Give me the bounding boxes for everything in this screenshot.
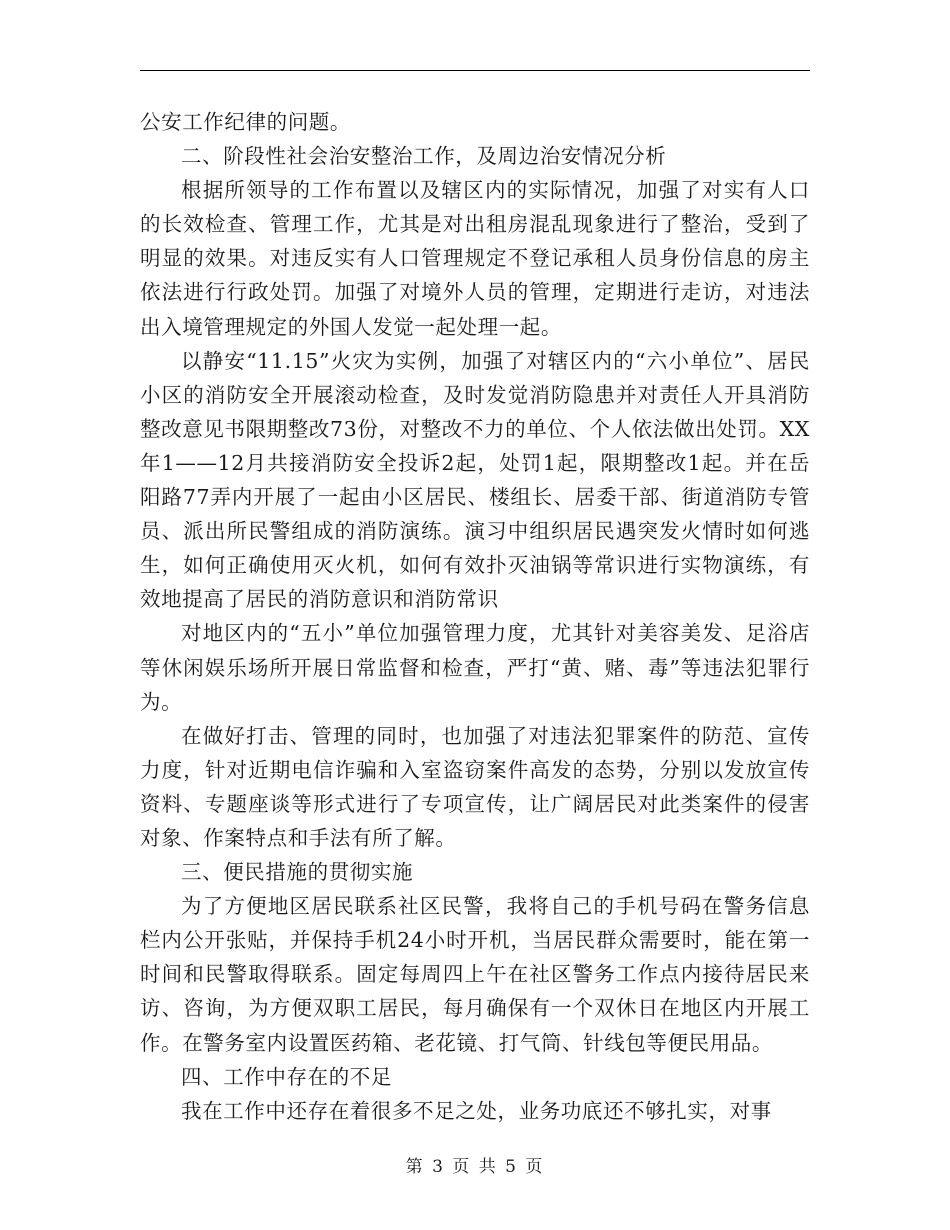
paragraph-fire-safety: 以静安“11.15”火灾为实例，加强了对辖区内的“六小单位”、居民小区的消防安全开展滚动检查，及时发觉消防隐患并对责任人开具消防整改意见书限期整改73份，对整改不力的单位、个人依法做出处罚。XX年1——12月共接消防安全投诉2起，处罚1起，限期整改1起。并在岳阳路77弄内开展了一起由小区居民、楼组长、居委干部、街道消防专管员、派出所民警组成的消防演练。演习中组织居民遇突发火情时如何逃生，如何正确使用灭火机，如何有效扑灭油锅等常识进行实物演练，有效地提高了居民的消防意识和消防常识	[140, 348, 810, 612]
section-heading-2: 二、阶段性社会治安整治工作，及周边治安情况分析	[181, 144, 667, 169]
paragraph-continuation: 公安工作纪律的问题。	[140, 110, 351, 134]
document-body	[140, 105, 810, 1128]
paragraph-five-small-units: 对地区内的“五小”单位加强管理力度，尤其针对美容美发、足浴店等休闲娱乐场所开展日常监督和检查，严打“黄、赌、毒”等违法犯罪行为。	[140, 621, 810, 714]
section-heading-4: 四、工作中存在的不足	[181, 1064, 392, 1089]
section-heading-3: 三、便民措施的贯彻实施	[181, 860, 414, 885]
page-number: 第 3 页 共 5 页	[405, 1157, 545, 1177]
paragraph-convenience-measures: 为了方便地区居民联系社区民警，我将自己的手机号码在警务信息栏内公开张贴，并保持手机24小时开机，当居民群众需要时，能在第一时间和民警取得联系。固定每周四上午在社区警务工作点内接待居民来访、咨询，为方便双职工居民，每月确保有一个双休日在地区内开展工作。在警务室内设置医药箱、老花镜、打气筒、针线包等便民用品。	[140, 894, 810, 1055]
header-rule	[140, 70, 810, 71]
paragraph-shortcomings: 我在工作中还存在着很多不足之处，业务功底还不够扎实，对事	[181, 1098, 772, 1123]
paragraph-prevention-publicity: 在做好打击、管理的同时，也加强了对违法犯罪案件的防范、宣传力度，针对近期电信诈骗和入室盗窃案件高发的态势，分别以发放宣传资料、专题座谈等形式进行了专项宣传，让广阔居民对此类案件的侵害对象、作案特点和手法有所了解。	[140, 723, 810, 850]
paragraph-population-management: 根据所领导的工作布置以及辖区内的实际情况，加强了对实有人口的长效检查、管理工作，尤其是对出租房混乱现象进行了整治，受到了明显的效果。对违反实有人口管理规定不登记承租人员身份信息的房主依法进行行政处罚。加强了对境外人员的管理，定期进行走访，对违法出入境管理规定的外国人发觉一起处理一起。	[140, 178, 810, 339]
